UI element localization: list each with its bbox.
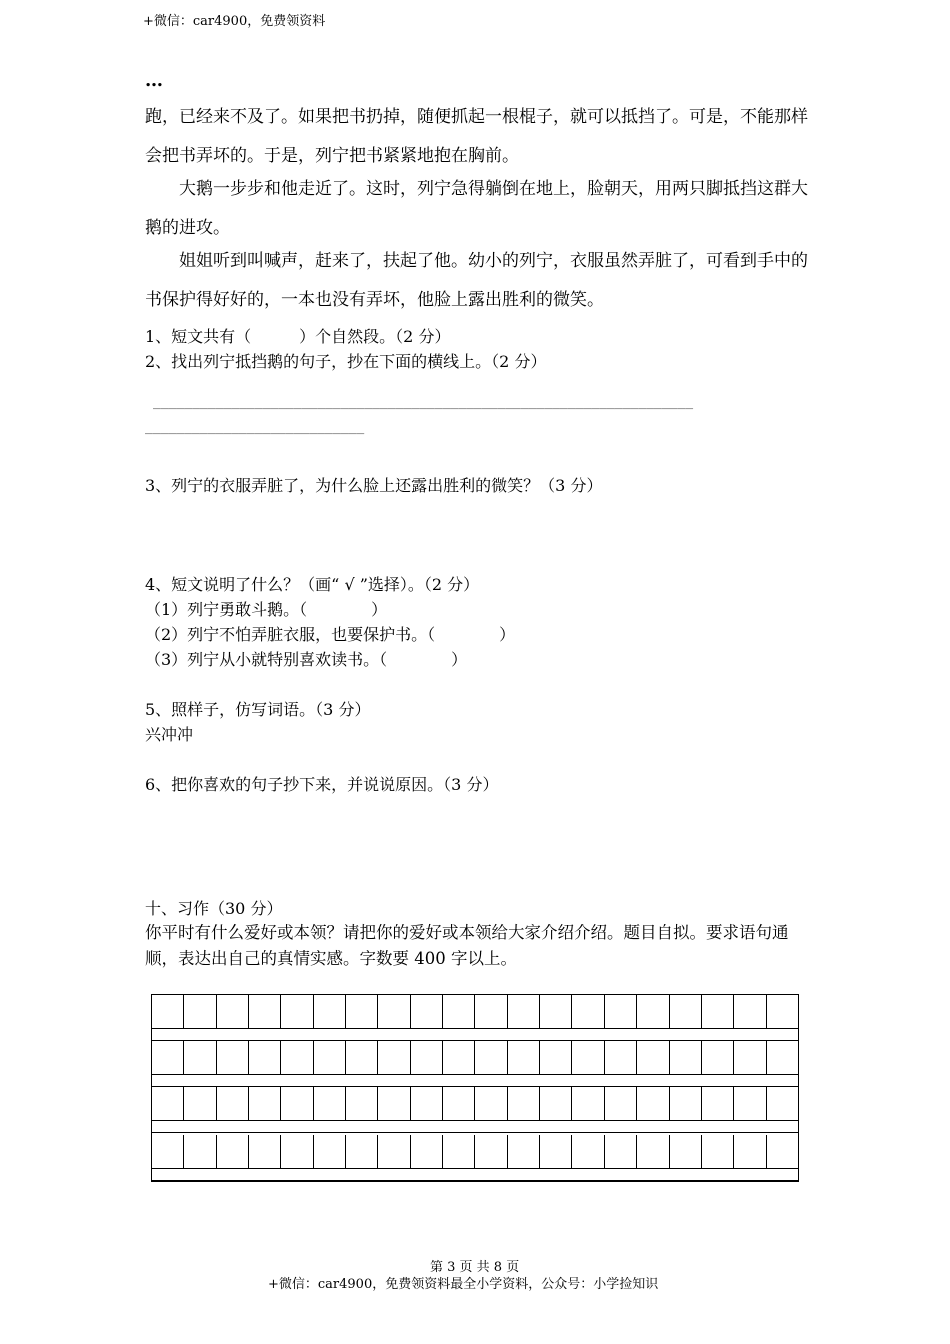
grid-divider bbox=[152, 1132, 798, 1133]
writing-grid bbox=[151, 994, 799, 1182]
answer-line-1: _____________________________________________________________________ bbox=[153, 395, 694, 410]
essay-prompt: 你平时有什么爱好或本领？请把你的爱好或本领给大家介绍介绍。题目自拟。要求语句通顺，表达出自己的真情实感。字数要 400 字以上。 bbox=[145, 923, 789, 968]
ellipsis: … bbox=[145, 70, 163, 91]
question-3: 3、列宁的衣服弄脏了，为什么脸上还露出胜利的微笑？（3 分） bbox=[145, 476, 603, 495]
grid-row bbox=[152, 1041, 798, 1075]
question-1: 1、短文共有（ ）个自然段。（2 分） bbox=[145, 327, 451, 346]
page-header: +微信：car4900，免费领资料 bbox=[143, 14, 326, 29]
passage-paragraph-3: 姐姐听到叫喊声，赶来了，扶起了他。幼小的列宁，衣服虽然弄脏了，可看到手中的书保护得好好的，一本也没有弄坏，他脸上露出胜利的微笑。 bbox=[145, 251, 808, 310]
question-5-example: 兴冲冲 bbox=[145, 725, 194, 744]
question-2: 2、找出列宁抵挡鹅的句子，抄在下面的横线上。（2 分） bbox=[145, 352, 547, 371]
question-4-option: （3）列宁从小就特别喜欢读书。（ ） bbox=[145, 650, 468, 669]
grid-divider bbox=[152, 1180, 798, 1181]
page-footer: +微信：car4900，免费领资料最全小学资料，公众号：小学捡知识 bbox=[268, 1277, 659, 1292]
grid-row bbox=[152, 995, 798, 1029]
question-4-option: （2）列宁不怕弄脏衣服，也要保护书。（ ） bbox=[145, 625, 516, 644]
passage-paragraph-2: 大鹅一步步和他走近了。这时，列宁急得躺倒在地上，脸朝天，用两只脚抵挡这群大鹅的进攻。 bbox=[145, 179, 808, 238]
page-number: 第 3 页 共 8 页 bbox=[430, 1260, 520, 1275]
question-4-option: （1）列宁勇敢斗鹅。（ ） bbox=[145, 600, 388, 619]
question-5: 5、照样子，仿写词语。（3 分） bbox=[145, 700, 371, 719]
answer-line-2: ____________________________ bbox=[145, 420, 365, 435]
question-4: 4、短文说明了什么？（画“ √ ”选择）。（2 分） bbox=[145, 575, 480, 594]
grid-row bbox=[152, 1087, 798, 1121]
passage-paragraph-1: 跑，已经来不及了。如果把书扔掉，随便抓起一根棍子，就可以抵挡了。可是，不能那样会把书弄坏的。于是，列宁把书紧紧地抱在胸前。 bbox=[145, 107, 808, 166]
grid-row bbox=[152, 1135, 798, 1169]
essay-title: 十、习作（30 分） bbox=[145, 899, 283, 918]
question-6: 6、把你喜欢的句子抄下来，并说说原因。（3 分） bbox=[145, 775, 499, 794]
